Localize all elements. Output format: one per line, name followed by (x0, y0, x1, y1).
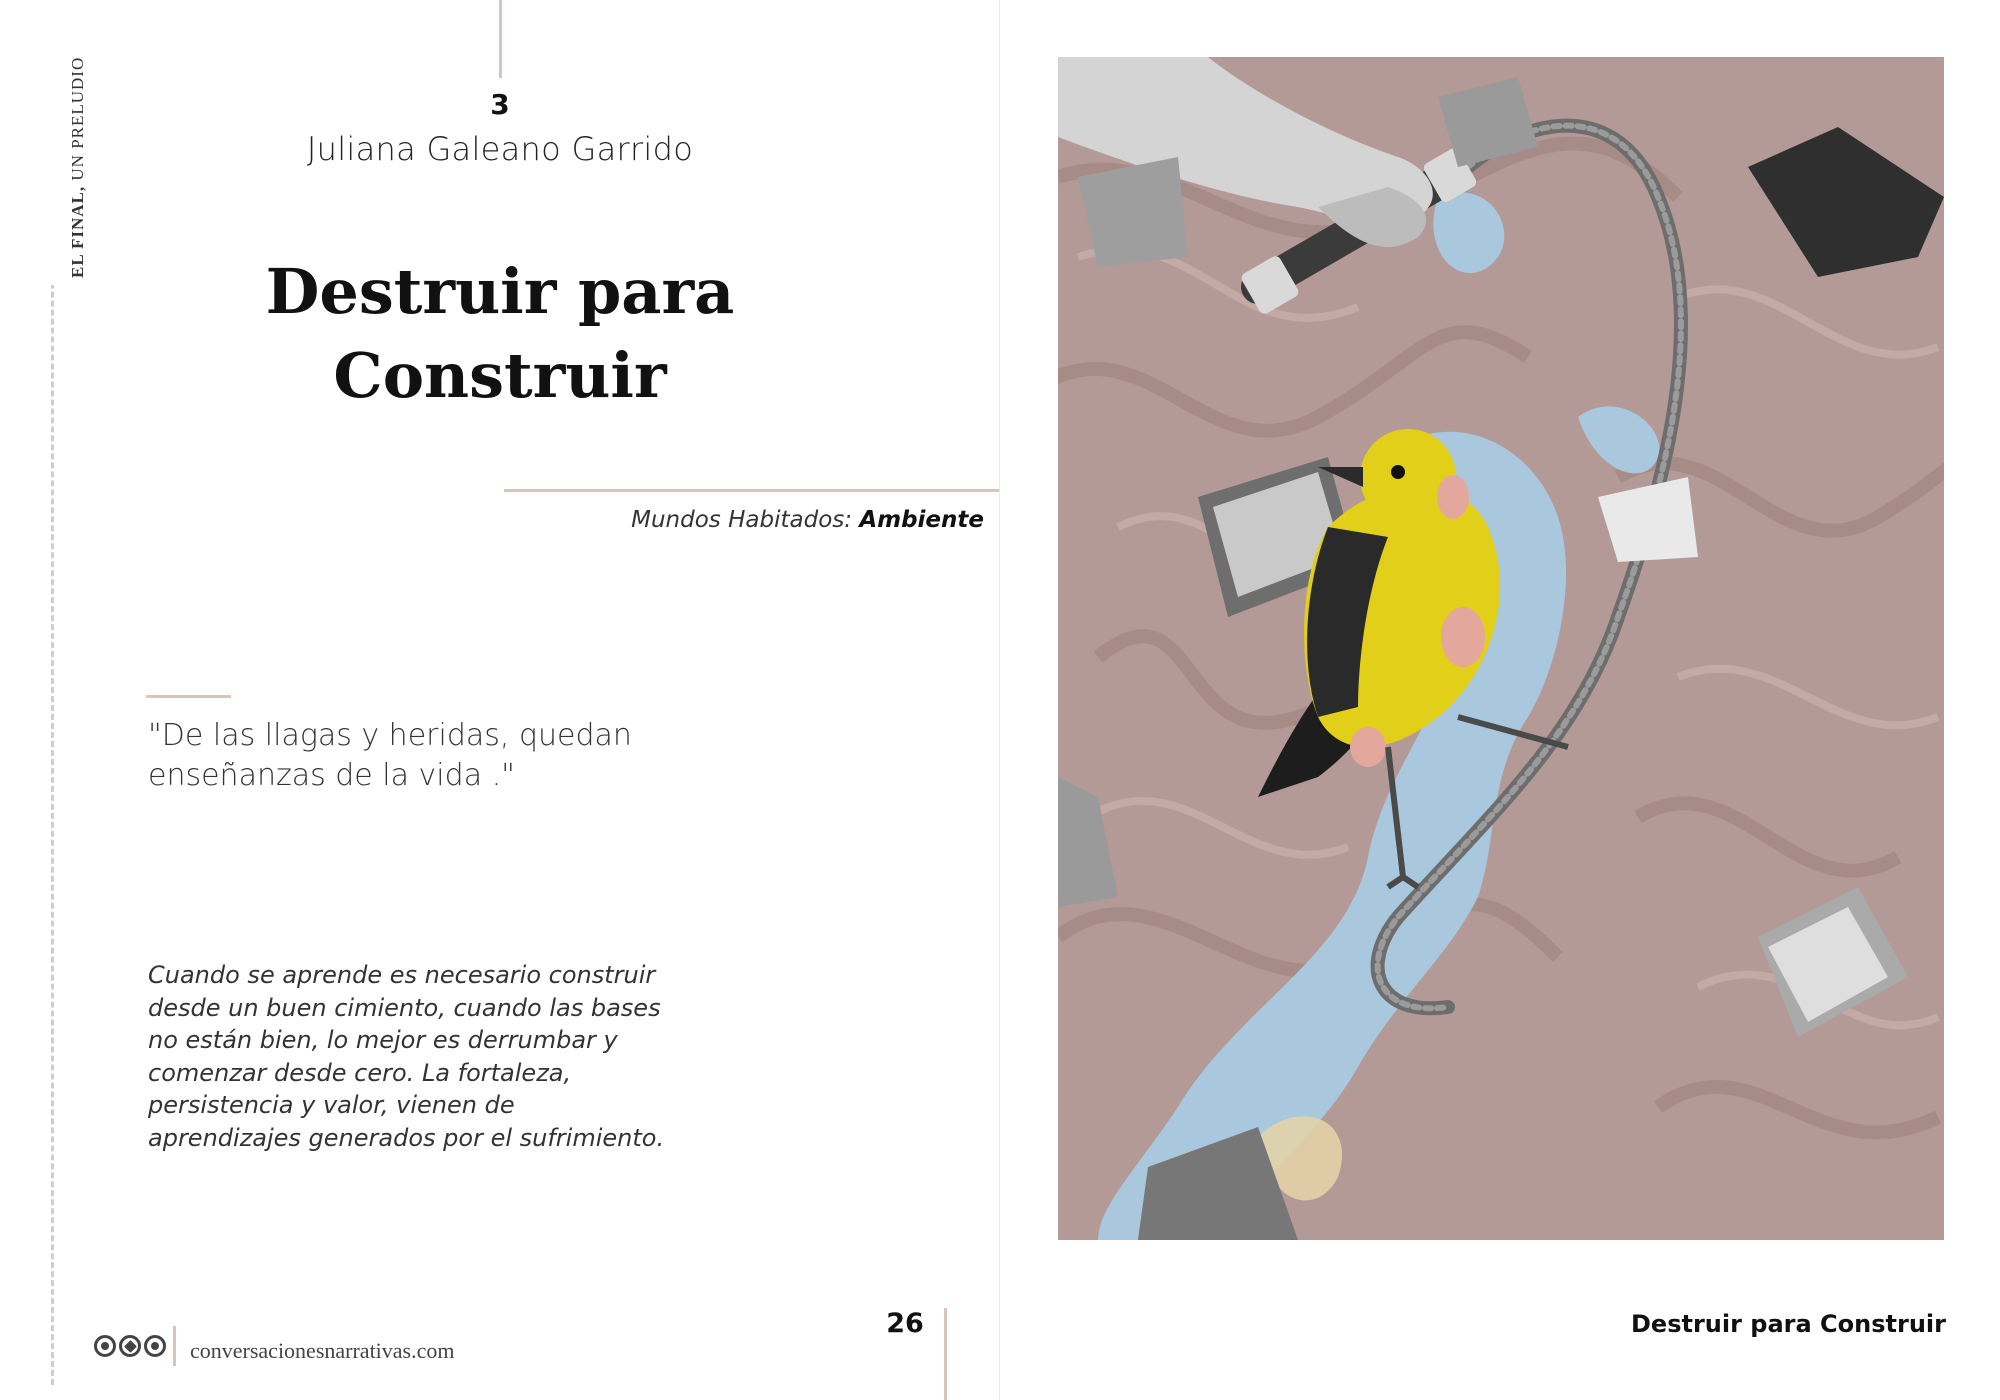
collage-illustration (1058, 57, 1944, 1240)
running-title-regular: UN PRELUDIO (68, 56, 87, 181)
body-paragraph: Cuando se aprende es necesario construir desde un buen cimiento, cuando las bases no están bien, lo mejor es derrumbar y comenzar desde cero. La fortaleza, persistencia y valor, vienen de aprendizajes generados por el sufrimiento. (148, 961, 665, 1152)
cc-license-icons (94, 1335, 166, 1357)
section-divider (504, 489, 1000, 492)
section-value: Ambiente (859, 507, 984, 533)
top-divider (499, 0, 502, 78)
running-footer: Destruir para Construir (1631, 1310, 1946, 1338)
page-number-divider (944, 1308, 947, 1400)
by-icon (119, 1335, 141, 1357)
nc-icon (144, 1335, 166, 1357)
title-line-1: Destruir para (265, 255, 735, 328)
chapter-number: 3 (490, 88, 510, 121)
cc-icon (94, 1335, 116, 1357)
article-title (200, 250, 800, 418)
quote-divider (146, 695, 231, 698)
author-name: Juliana Galeano Garrido (306, 130, 694, 168)
page-number: 26 (886, 1308, 924, 1339)
section-label: Mundos Habitados: (631, 507, 852, 533)
section-tag (631, 507, 984, 533)
running-title-bold: EL FINAL, (68, 185, 87, 278)
title-line-2: Construir (333, 339, 667, 412)
website-link[interactable]: conversacionesnarrativas.com (190, 1338, 455, 1363)
right-page (1000, 0, 2000, 1400)
running-title (68, 57, 88, 278)
footer-divider (173, 1326, 176, 1366)
pull-quote: "De las llagas y heridas, quedan enseñanzas de la vida ." (148, 718, 632, 793)
